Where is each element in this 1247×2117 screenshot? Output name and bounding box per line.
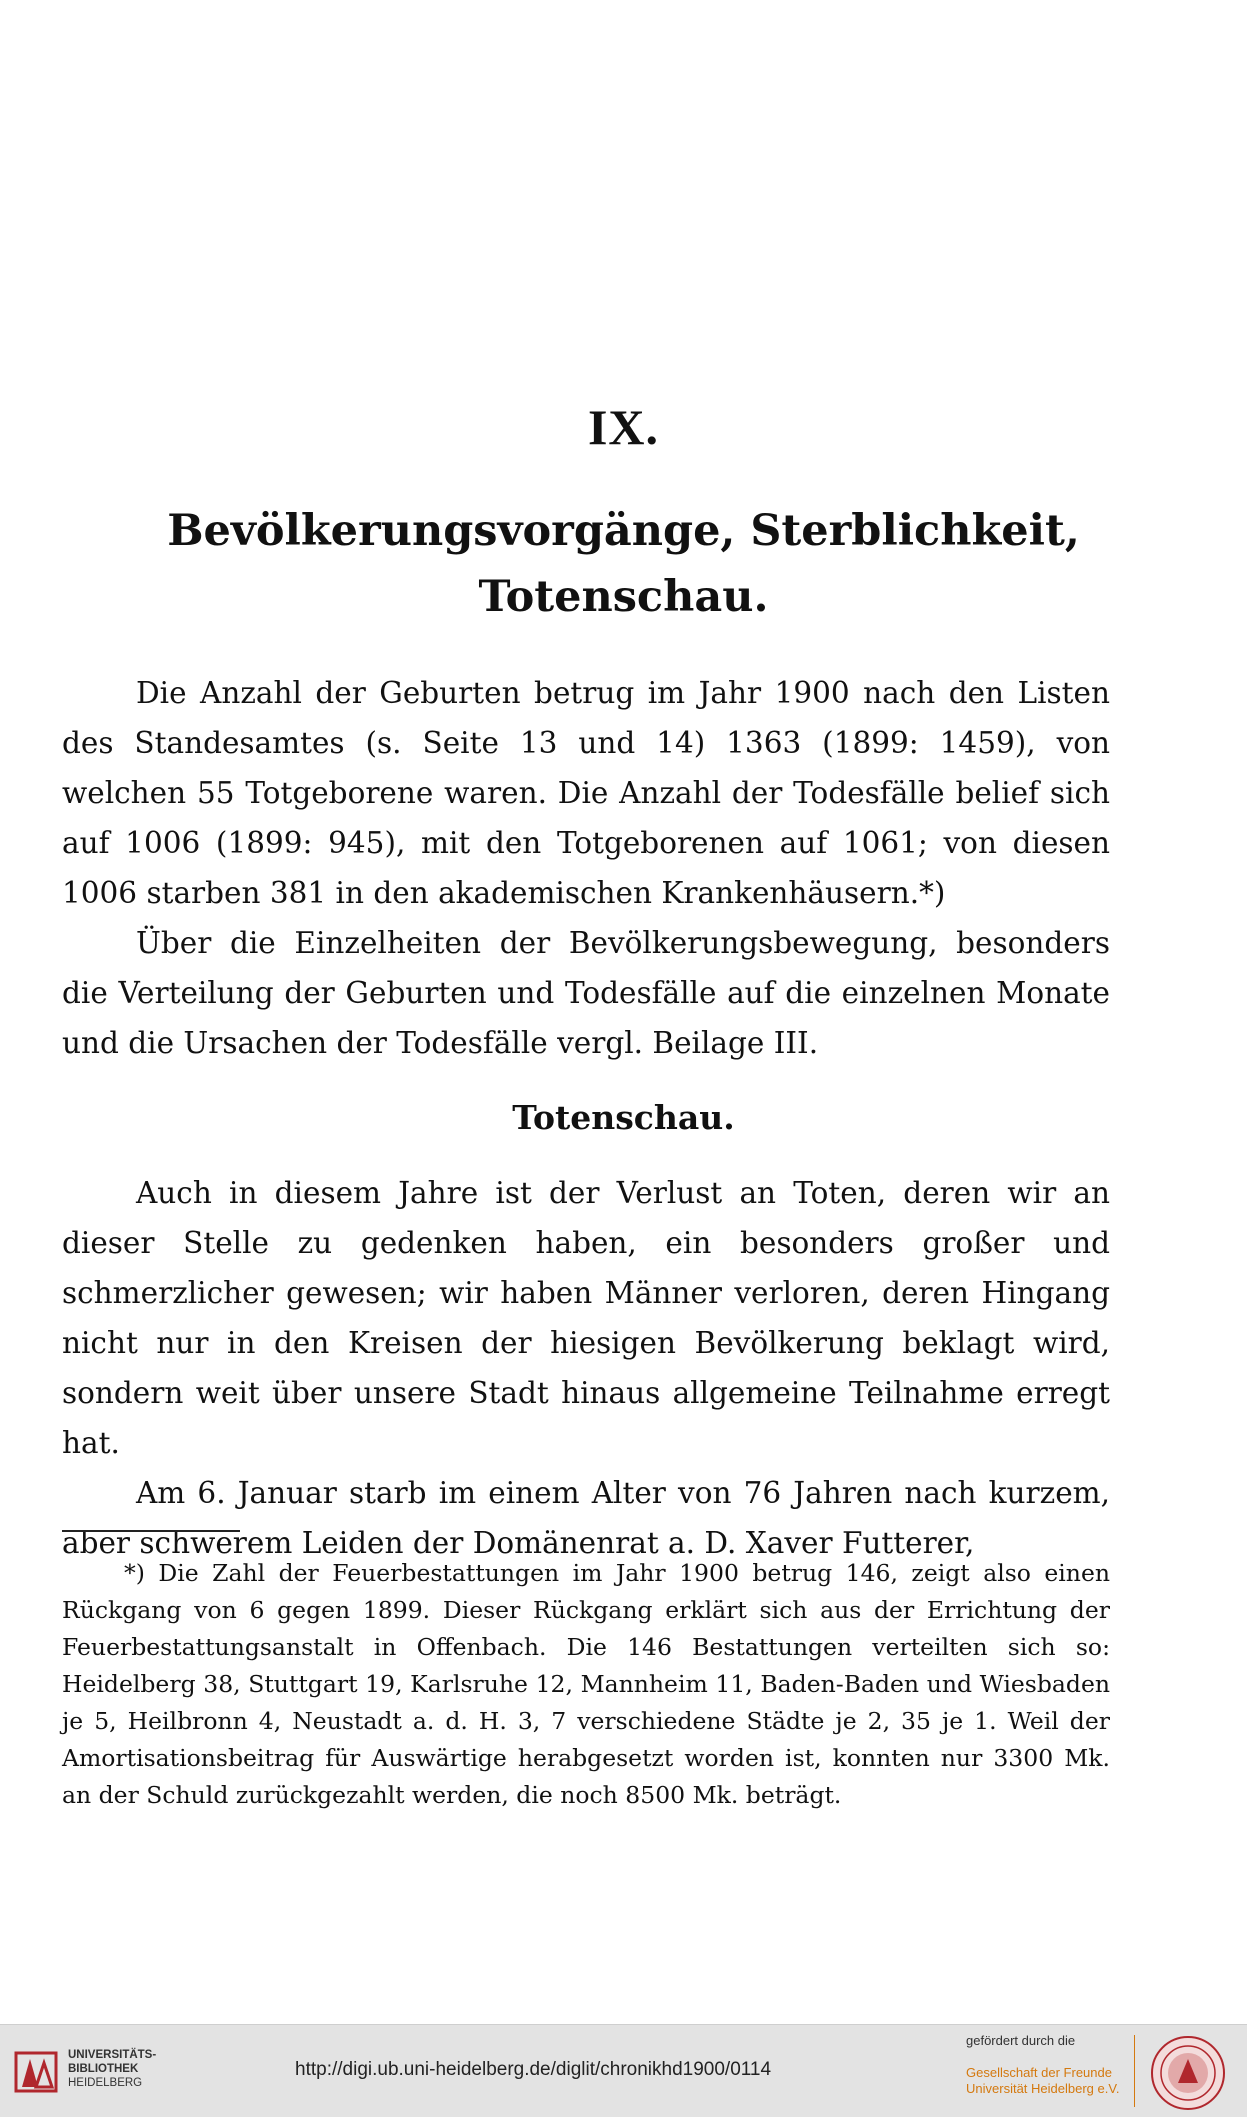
footer-divider: [1134, 2035, 1135, 2107]
footnote: [62, 1555, 1110, 1814]
footer-bar: [0, 2024, 1247, 2117]
paragraph-births-deaths: Die Anzahl der Geburten betrug im Jahr 1900 nach den Listen des Standesamtes (s. Seite 13 und 14) 1363 (1899: 1459), von welchen 55 Totgeborene waren. Die Anzahl der Todesfälle belief sich auf 1006 (1899: 945), mit den Totgeborenen auf 1061; von diesen 1006 starben 381 in den akademischen Krankenhäusern.*): [62, 676, 1110, 910]
page-url-link[interactable]: http://digi.ub.uni-heidelberg.de/diglit/chronikhd1900/0114: [295, 2059, 772, 2080]
library-name-line3: HEIDELBERG: [68, 2077, 143, 2089]
section-heading: Totenschau.: [512, 1098, 735, 1137]
sponsor-name-line2: Universität Heidelberg e.V.: [966, 2081, 1120, 2096]
chapter-title: [60, 498, 1187, 630]
sponsor-label: gefördert durch die: [966, 2033, 1076, 2048]
library-logo-icon[interactable]: [14, 2047, 58, 2095]
sponsor-name-line1: Gesellschaft der Freunde: [966, 2065, 1112, 2080]
chapter-title-line1: Bevölkerungsvorgänge, Sterblichkeit,: [167, 506, 1080, 556]
paragraph-losses: Auch in diesem Jahre ist der Verlust an Toten, deren wir an dieser Stelle zu gedenken haben, ein besonders großer und schmerzlicher gewesen; wir haben Männer verloren, deren Hingang nicht nur in den Kreisen der hiesigen Bevölkerung beklagt wird, sondern weit über unsere Stadt hinaus allgemeine Teilnahme erregt hat.: [62, 1176, 1110, 1460]
library-name-line2: BIBLIOTHEK: [68, 2063, 139, 2075]
library-name-line1: UNIVERSITÄTS-: [68, 2049, 157, 2061]
chapter-number: IX.: [587, 399, 660, 455]
footnote-text: *) Die Zahl der Feuerbestattungen im Jahr 1900 betrug 146, zeigt also einen Rückgang von 6 gegen 1899. Dieser Rückgang erklärt sich aus der Errichtung der Feuerbestattungsanstalt in Offenbach. Die 146 Bestattungen verteilten sich so: Heidelberg 38, Stuttgart 19, Karlsruhe 12, Mannheim 11, Baden-Baden und Wiesbaden je 5, Heilbronn 4, Neustadt a. d. H. 3, 7 verschiedene Städte je 2, 35 je 1. Weil der Amortisationsbeitrag für Auswärtige herabgesetzt worden ist, konnten nur 3300 Mk. an der Schuld zurückgezahlt werden, die noch 8500 Mk. beträgt.: [62, 1559, 1110, 1809]
paragraph-details: Über die Einzelheiten der Bevölkerungsbewegung, besonders die Verteilung der Geburten und Todesfälle auf die einzelnen Monate und die Ursachen der Todesfälle vergl. Beilage III.: [62, 926, 1110, 1060]
university-seal-icon: [1150, 2035, 1226, 2111]
footnote-divider: [62, 1530, 240, 1532]
intro-text: [62, 668, 1110, 1068]
chapter-title-line2: Totenschau.: [478, 572, 769, 622]
paragraph-futterer: Am 6. Januar starb im einem Alter von 76 Jahren nach kurzem, aber schwerem Leiden der Domänenrat a. D. Xaver Futterer,: [62, 1476, 1110, 1560]
obituary-text: [62, 1168, 1110, 1568]
sponsor-name[interactable]: [966, 2065, 1119, 2097]
library-name: [68, 2048, 156, 2090]
